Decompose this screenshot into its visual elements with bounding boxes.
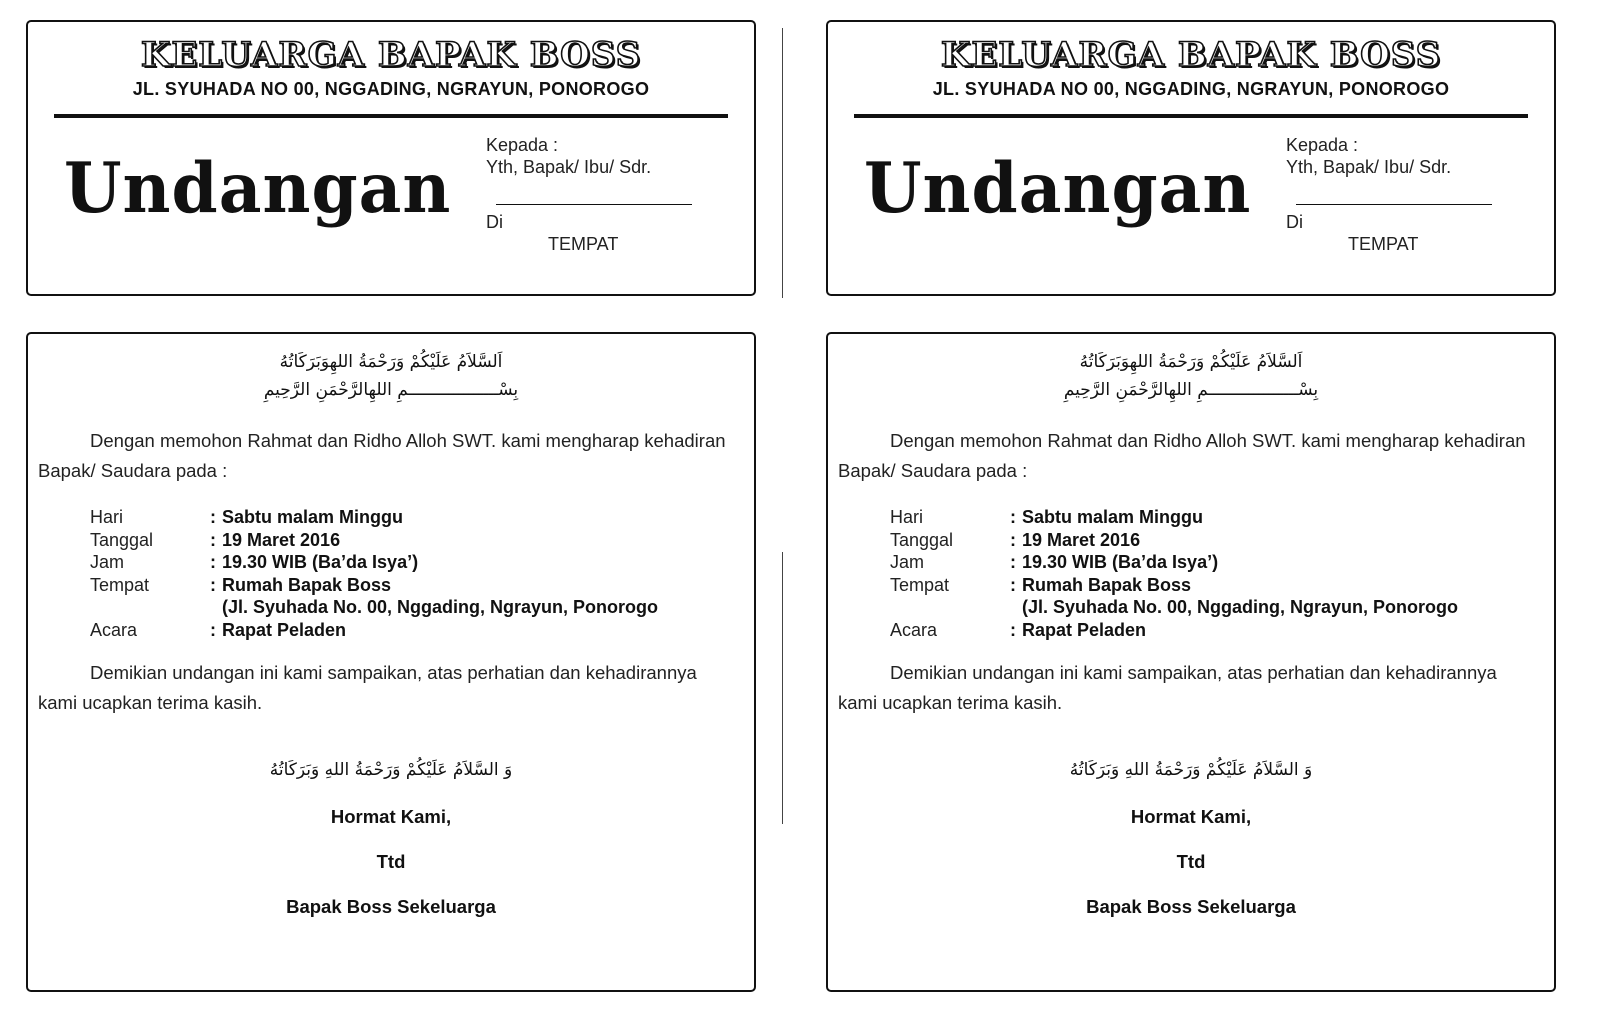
detail-value: Rapat Peladen bbox=[222, 619, 347, 640]
detail-value: Sabtu malam Minggu bbox=[222, 507, 404, 527]
salam-closing: وَ السَّلاَمُ عَلَيْكُمْ وَرَحْمَةُ اللهِ وَبَرَكَاتُهُ bbox=[269, 760, 513, 780]
di-label: Di bbox=[1286, 212, 1303, 232]
detail-value: Rumah Bapak Boss bbox=[1022, 574, 1192, 595]
detail-colon: : bbox=[210, 619, 216, 640]
detail-row-tempat bbox=[90, 574, 658, 597]
header-divider bbox=[54, 114, 728, 118]
detail-label: Jam bbox=[90, 552, 125, 572]
regards-text: Hormat Kami, bbox=[1130, 806, 1252, 827]
family-title: KELUARGA BAPAK BOSS bbox=[940, 35, 1442, 75]
header-divider bbox=[854, 114, 1528, 118]
place-address: (Jl. Syuhada No. 00, Nggading, Ngrayun, Ponorogo bbox=[222, 597, 659, 617]
event-details bbox=[890, 506, 1458, 641]
detail-colon: : bbox=[210, 552, 216, 572]
recipient-name-line bbox=[1296, 204, 1492, 205]
detail-row-tanggal bbox=[90, 529, 658, 552]
recipient-salutation: Yth, Bapak/ Ibu/ Sdr. bbox=[1286, 157, 1452, 177]
detail-row-tanggal bbox=[890, 529, 1458, 552]
signatory-name: Bapak Boss Sekeluarga bbox=[1086, 896, 1296, 917]
detail-colon: : bbox=[210, 529, 216, 550]
salam-opening bbox=[828, 348, 1554, 404]
detail-row-acara bbox=[90, 619, 658, 642]
letter-panel bbox=[826, 332, 1556, 992]
signature-text: Ttd bbox=[376, 851, 406, 872]
detail-label: Hari bbox=[890, 507, 924, 527]
signatory-name: Bapak Boss Sekeluarga bbox=[286, 896, 496, 917]
detail-label: Tempat bbox=[90, 574, 150, 595]
intro-paragraph: Dengan memohon Rahmat dan Ridho Alloh SWT. kami mengharap kehadiran Bapak/ Saudara pada : bbox=[838, 430, 1526, 481]
closing-paragraph: Demikian undangan ini kami sampaikan, atas perhatian dan kehadirannya kami ucapkan terima kasih. bbox=[838, 662, 1497, 713]
basmalah-text: بِسْــــــــــــــــــمِ اللهِالرَّحْمَنِ الرَّحِيمِ bbox=[1063, 380, 1319, 400]
recipient-name-line bbox=[496, 204, 692, 205]
signature-text: Ttd bbox=[1176, 851, 1206, 872]
detail-label: Jam bbox=[890, 552, 925, 572]
detail-colon: : bbox=[1010, 574, 1016, 595]
detail-colon: : bbox=[1010, 507, 1016, 527]
detail-value: 19.30 WIB (Ba’da Isya’) bbox=[1022, 552, 1219, 572]
di-label: Di bbox=[486, 212, 503, 232]
recipient-salutation: Yth, Bapak/ Ibu/ Sdr. bbox=[486, 157, 652, 177]
invitation-copy-right bbox=[800, 0, 1582, 1012]
detail-label: Acara bbox=[90, 619, 138, 640]
detail-row-hari bbox=[890, 506, 1458, 529]
kepada-label: Kepada : bbox=[1286, 135, 1359, 155]
cut-line bbox=[782, 552, 783, 824]
detail-value: Rumah Bapak Boss bbox=[222, 574, 392, 595]
closing-paragraph: Demikian undangan ini kami sampaikan, atas perhatian dan kehadirannya kami ucapkan terima kasih. bbox=[38, 662, 697, 713]
detail-colon: : bbox=[1010, 552, 1016, 572]
family-title: KELUARGA BAPAK BOSS bbox=[140, 35, 642, 75]
salam-closing: وَ السَّلاَمُ عَلَيْكُمْ وَرَحْمَةُ اللهِ وَبَرَكَاتُهُ bbox=[1069, 760, 1313, 780]
regards-text: Hormat Kami, bbox=[330, 806, 452, 827]
detail-colon: : bbox=[1010, 529, 1016, 550]
envelope-panel bbox=[826, 20, 1556, 296]
detail-value: 19 Maret 2016 bbox=[1022, 529, 1141, 550]
detail-label: Tempat bbox=[890, 574, 950, 595]
detail-colon: : bbox=[210, 574, 216, 595]
tempat-label: TEMPAT bbox=[548, 234, 619, 254]
addressee-block bbox=[1286, 134, 1546, 255]
detail-colon: : bbox=[210, 507, 216, 527]
salam-opening-text: اَلسَّلاَمُ عَلَيْكُمْ وَرَحْمَةُ اللهِوَبَرَكَاتُهُ bbox=[279, 352, 503, 372]
detail-label: Tanggal bbox=[890, 529, 954, 550]
detail-row-jam bbox=[890, 551, 1458, 574]
detail-row-acara bbox=[890, 619, 1458, 642]
detail-row-jam bbox=[90, 551, 658, 574]
kepada-label: Kepada : bbox=[486, 135, 559, 155]
detail-row-tempat bbox=[890, 574, 1458, 597]
undangan-heading: Undangan bbox=[64, 147, 452, 229]
tempat-label: TEMPAT bbox=[1348, 234, 1419, 254]
detail-value: Sabtu malam Minggu bbox=[1022, 507, 1204, 527]
addressee-block bbox=[486, 134, 746, 255]
salam-opening bbox=[28, 348, 754, 404]
detail-value: 19.30 WIB (Ba’da Isya’) bbox=[222, 552, 419, 572]
family-address: JL. SYUHADA NO 00, NGGADING, NGRAYUN, PONOROGO bbox=[932, 79, 1450, 99]
place-address: (Jl. Syuhada No. 00, Nggading, Ngrayun, Ponorogo bbox=[1022, 597, 1459, 617]
detail-label: Hari bbox=[90, 507, 124, 527]
family-address: JL. SYUHADA NO 00, NGGADING, NGRAYUN, PONOROGO bbox=[132, 79, 650, 99]
detail-label: Tanggal bbox=[90, 529, 154, 550]
cut-line bbox=[782, 28, 783, 298]
invitation-copy-left bbox=[0, 0, 782, 1012]
envelope-panel bbox=[26, 20, 756, 296]
detail-row-hari bbox=[90, 506, 658, 529]
basmalah-text: بِسْــــــــــــــــــمِ اللهِالرَّحْمَنِ الرَّحِيمِ bbox=[263, 380, 519, 400]
letter-panel bbox=[26, 332, 756, 992]
detail-value: Rapat Peladen bbox=[1022, 619, 1147, 640]
event-details bbox=[90, 506, 658, 641]
detail-value: 19 Maret 2016 bbox=[222, 529, 341, 550]
undangan-heading: Undangan bbox=[864, 147, 1252, 229]
intro-paragraph: Dengan memohon Rahmat dan Ridho Alloh SWT. kami mengharap kehadiran Bapak/ Saudara pada : bbox=[38, 430, 726, 481]
salam-opening-text: اَلسَّلاَمُ عَلَيْكُمْ وَرَحْمَةُ اللهِوَبَرَكَاتُهُ bbox=[1079, 352, 1303, 372]
detail-label: Acara bbox=[890, 619, 938, 640]
detail-colon: : bbox=[1010, 619, 1016, 640]
